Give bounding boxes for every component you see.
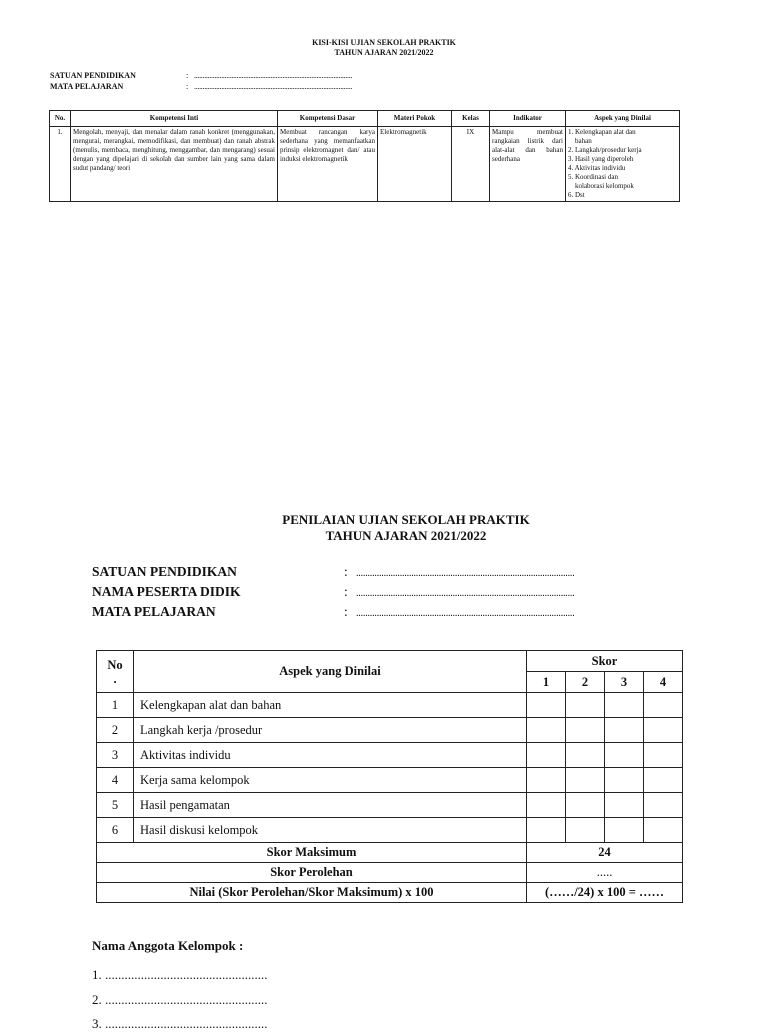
header-skor-2: 2 <box>566 672 605 693</box>
score-cell[interactable] <box>644 718 683 743</box>
field-label: NAMA PESERTA DIDIK <box>92 584 241 599</box>
table-row <box>97 768 683 793</box>
table-row <box>97 718 683 743</box>
penilaian-title-line1: PENILAIAN UJIAN SEKOLAH PRAKTIK <box>282 512 530 527</box>
score-cell[interactable] <box>527 743 566 768</box>
kisi-title <box>0 38 768 58</box>
field-label: MATA PELAJARAN <box>50 82 124 91</box>
aspek-list <box>568 128 677 200</box>
skor-perolehan-value[interactable]: ..... <box>527 863 683 883</box>
table-row <box>97 818 683 843</box>
cell-aspek: Langkah kerja /prosedur <box>134 718 527 743</box>
score-cell[interactable] <box>527 793 566 818</box>
penilaian-field-mapel <box>92 604 575 620</box>
list-item: 4. Aktivitas individu <box>568 164 626 172</box>
header-indikator: Indikator <box>490 111 566 127</box>
cell-aspek: Kelengkapan alat dan bahan <box>134 693 527 718</box>
cell-aspek <box>566 127 680 202</box>
skor-perolehan-row <box>97 863 683 883</box>
cell-indikator: Mampu membuat rangkaian listrik dari alat-alat dan bahan sederhana <box>490 127 566 202</box>
skor-maksimum-label: Skor Maksimum <box>97 843 527 863</box>
header-kompetensi-dasar: Kompetensi Dasar <box>278 111 378 127</box>
score-cell[interactable] <box>527 818 566 843</box>
score-cell[interactable] <box>644 743 683 768</box>
anggota-line-3[interactable]: 3. .................................................. <box>92 1016 268 1031</box>
list-item: kolaborasi kelompok <box>568 182 634 190</box>
kisi-field-satuan <box>50 71 352 80</box>
cell-kompetensi-dasar: Membuat rancangan karya sederhana yang memanfaatkan prinsip elektromagnet dan/ atau induksi elektromagnetik <box>278 127 378 202</box>
cell-kompetensi-inti: Mengolah, menyaji, dan menalar dalam ranah konkret (menggunakan, mengurai, merangkai, memodifikasi, dan membuat) dan ranah abstrak (menulis, membaca, menghitung, menggambar, dan mengarang) sesuai dengan yang dipelajari di sekolah dan sumber lain yang sama dalam sudut pandang/ teori <box>71 127 278 202</box>
cell-no: 4 <box>97 768 134 793</box>
field-blank: ............................................................................................. <box>194 82 353 91</box>
score-cell[interactable] <box>644 818 683 843</box>
score-cell[interactable] <box>566 768 605 793</box>
score-cell[interactable] <box>605 718 644 743</box>
field-label: SATUAN PENDIDIKAN <box>92 564 237 579</box>
header-aspek: Aspek yang Dinilai <box>566 111 680 127</box>
list-item: 3. Hasil yang diperoleh <box>568 155 634 163</box>
header-no <box>97 651 134 693</box>
kisi-title-line1: KISI-KISI UJIAN SEKOLAH PRAKTIK <box>312 38 456 47</box>
score-cell[interactable] <box>566 693 605 718</box>
score-cell[interactable] <box>527 768 566 793</box>
cell-no: 2 <box>97 718 134 743</box>
header-skor-1: 1 <box>527 672 566 693</box>
cell-aspek: Kerja sama kelompok <box>134 768 527 793</box>
header-kelas: Kelas <box>452 111 490 127</box>
header-skor: Skor <box>527 651 683 672</box>
kisi-title-line2: TAHUN AJARAN 2021/2022 <box>334 48 434 57</box>
skor-maksimum-value: 24 <box>527 843 683 863</box>
score-cell[interactable] <box>527 718 566 743</box>
penilaian-title <box>0 512 768 544</box>
table-row <box>50 127 680 202</box>
header-skor-4: 4 <box>644 672 683 693</box>
field-label: SATUAN PENDIDIKAN <box>50 71 136 80</box>
score-cell[interactable] <box>527 693 566 718</box>
cell-no: 3 <box>97 743 134 768</box>
score-cell[interactable] <box>605 818 644 843</box>
header-aspek: Aspek yang Dinilai <box>134 651 527 693</box>
score-cell[interactable] <box>605 743 644 768</box>
score-cell[interactable] <box>605 793 644 818</box>
cell-aspek: Hasil pengamatan <box>134 793 527 818</box>
table-row <box>97 793 683 818</box>
list-item: 2. Langkah/prosedur kerja <box>568 146 642 154</box>
kisi-field-mapel <box>50 82 352 91</box>
cell-aspek: Aktivitas individu <box>134 743 527 768</box>
score-cell[interactable] <box>566 818 605 843</box>
nilai-value[interactable]: (……/24) x 100 = …… <box>527 883 683 903</box>
penilaian-title-line2: TAHUN AJARAN 2021/2022 <box>325 528 487 543</box>
nilai-label: Nilai (Skor Perolehan/Skor Maksimum) x 100 <box>97 883 527 903</box>
penilaian-field-nama <box>92 584 575 600</box>
field-blank: ............................................................................................... <box>356 588 575 599</box>
field-sep: : <box>186 71 189 80</box>
list-item: 1. Kelengkapan alat dan <box>568 128 636 136</box>
score-cell[interactable] <box>605 768 644 793</box>
header-no-line2: . <box>113 671 117 686</box>
field-blank: ............................................................................................... <box>356 568 575 579</box>
anggota-line-2[interactable]: 2. .................................................. <box>92 992 268 1007</box>
kisi-table <box>49 110 680 202</box>
table-row <box>97 693 683 718</box>
anggota-title: Nama Anggota Kelompok : <box>92 938 244 953</box>
score-cell[interactable] <box>566 793 605 818</box>
cell-materi-pokok: Elektromagnetik <box>378 127 452 202</box>
skor-maksimum-row <box>97 843 683 863</box>
score-cell[interactable] <box>566 718 605 743</box>
cell-no: 1 <box>97 693 134 718</box>
field-sep: : <box>186 82 189 91</box>
field-sep: : <box>344 564 348 579</box>
kisi-header-row <box>50 111 680 127</box>
penilaian-table <box>96 650 683 903</box>
header-kompetensi-inti: Kompetensi Inti <box>71 111 278 127</box>
table-row <box>97 743 683 768</box>
penilaian-field-satuan <box>92 564 575 580</box>
header-no: No. <box>50 111 71 127</box>
cell-no: 1. <box>50 127 71 202</box>
cell-kelas: IX <box>452 127 490 202</box>
list-item: 6. Dst <box>568 191 585 199</box>
list-item: 5. Koordinasi dan <box>568 173 618 181</box>
field-blank: ............................................................................................... <box>356 608 575 619</box>
skor-perolehan-label: Skor Perolehan <box>97 863 527 883</box>
score-cell[interactable] <box>644 693 683 718</box>
cell-aspek: Hasil diskusi kelompok <box>134 818 527 843</box>
field-sep: : <box>344 584 348 599</box>
list-item: bahan <box>568 137 592 145</box>
score-cell[interactable] <box>644 793 683 818</box>
nilai-row <box>97 883 683 903</box>
score-cell[interactable] <box>605 693 644 718</box>
header-materi-pokok: Materi Pokok <box>378 111 452 127</box>
score-cell[interactable] <box>566 743 605 768</box>
field-sep: : <box>344 604 348 619</box>
cell-no: 5 <box>97 793 134 818</box>
field-blank: ............................................................................................. <box>194 71 353 80</box>
cell-no: 6 <box>97 818 134 843</box>
score-cell[interactable] <box>644 768 683 793</box>
header-skor-3: 3 <box>605 672 644 693</box>
penilaian-header-row <box>97 651 683 672</box>
anggota-line-1[interactable]: 1. .................................................. <box>92 967 268 982</box>
field-label: MATA PELAJARAN <box>92 604 216 619</box>
header-no-line1: No <box>107 657 123 672</box>
